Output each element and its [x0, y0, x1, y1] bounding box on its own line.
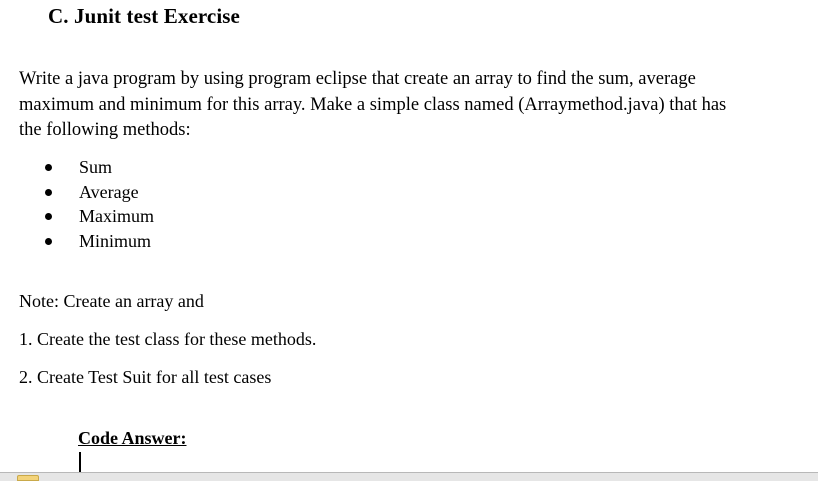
method-label: Average — [79, 181, 139, 202]
code-answer-label: Code Answer: — [78, 428, 187, 448]
note-text: Note: Create an array and — [19, 291, 204, 311]
description-line: Write a java program by using program eclipse that create an array to find the sum, average — [19, 69, 696, 89]
method-label: Sum — [79, 157, 113, 177]
description-line: the following methods: — [19, 120, 191, 140]
bullet-icon — [45, 238, 52, 245]
method-label: Minimum — [79, 230, 152, 251]
exercise-heading: C. Junit test Exercise — [48, 4, 240, 28]
description-line: maximum and minimum for this array. Make a simple class named (Arraymethod.java) that has — [19, 94, 727, 115]
step-create-test-class: 1. Create the test class for these methods. — [19, 329, 317, 349]
method-label: Maximum — [79, 206, 154, 226]
editor-bottom-bar — [0, 472, 818, 481]
bullet-icon — [45, 189, 52, 196]
bullet-icon — [45, 213, 52, 220]
step-create-test-suit: 2. Create Test Suit for all test cases — [19, 367, 272, 387]
exercise-description — [19, 67, 809, 144]
bullet-icon — [45, 164, 52, 171]
status-marker-icon[interactable] — [17, 475, 39, 481]
text-cursor[interactable] — [79, 452, 81, 473]
